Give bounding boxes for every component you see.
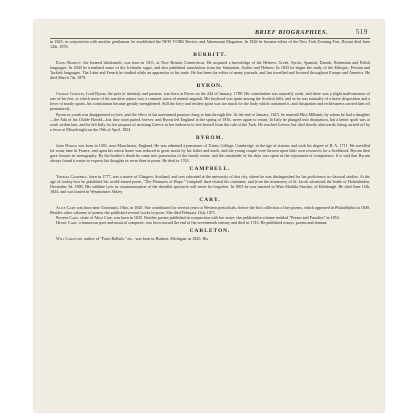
section-heading: BURRITT. <box>193 52 227 58</box>
page-number: 519 <box>355 28 368 36</box>
paragraph-text: born in 1777, was a native of Glasgow, Scotland, and was educated at the university of that city, where he was distinguished for his proficiency in classical studies. At the age of twenty-two he published his world-famed poem, "The Pleasures of Hope." Campbell then visited the continent, and from the monastery of St. Jacob witnessed the battle of Hohenlinden, December 3d, 1800. His sublime lyric in commemoration of the dreadful spectacle will never be forgotten. In 1803 he was married to Miss Matilda Sinclair, of Edinburgh. He died June 15th, 1844, and was buried in Westminster Abbey. <box>50 173 370 195</box>
biographies-text <box>50 39 370 241</box>
section-heading: CAMPBELL. <box>189 166 231 172</box>
paragraph-text: Byron in youth was disappointed in love, and the effect of his unreturned passion clung to him through life. At the end of January, 1815, he married Miss Milbank, by whom he had a daughter—the Ada of his Childe Harold—but they soon parted forever; and Byron left England in the spring of 1816, never again to return. In Italy he plunged into dissipation, but a better spirit was at work within him, and he left Italy for the purpose of assisting Greece in her endeavor to free herself from the rule of the Turk. He reached Greece, but died shortly afterwards, being carried off by a fever at Missolonghi on the 19th of April, 1824. <box>50 111 370 133</box>
running-head <box>50 20 370 38</box>
biography-paragraph <box>50 112 370 133</box>
book-page <box>34 20 384 412</box>
paragraph-text: author of "Farm Ballads," etc., was born in Hudson, Michigan, in 1845. His <box>83 235 209 241</box>
section-heading: BYRON. <box>196 83 224 89</box>
biography-paragraph <box>50 236 370 241</box>
biography-paragraph <box>50 205 370 216</box>
subject-name: Phoebe Cary, <box>56 215 80 220</box>
paragraph-text: was born near Cincinnati, Ohio, in 1820. She contributed for several years to Western periodicals, before the first collection of her poems, which appeared in Philadelphia in 1849. Besides other volumes of poems she published several works in prose. She died February 12th, 1871. <box>50 204 371 215</box>
subject-name: Elihu Burritt, <box>56 59 82 65</box>
biography-paragraph <box>50 143 370 164</box>
subject-name: Will Carleton, <box>56 235 84 241</box>
page-content <box>50 20 370 241</box>
subject-name: Alice Cary <box>56 204 76 210</box>
paragraph-text: sister of Alice Cary, was born in 1825. Besides poems published in conjunction with her sister, she published a volume entitled "Poems and Parodies" in 1854. <box>79 215 340 220</box>
biography-paragraph <box>50 39 370 50</box>
biography-paragraph <box>50 60 370 81</box>
biography-paragraph <box>50 174 370 195</box>
paragraph-text: a humorous poet and musical composer, was born toward the end of the seventeenth century and died in 1743. He published essays, poems and dramas. <box>77 220 328 226</box>
paragraph-text: Lord Byron, the poet of intensity and passion, was born at Dover on the 22d of January, 1788. His constitution was naturally weak, and there was a slight malformation of one of his feet, to which some of his sensitive nature was a constant cause of mental anguish. His boyhood was spent among the Scottish hills, and as he was naturally of a brave disposition and a lover of manly sports, his constitution became greatly strengthened. Still the fiery and restless spirit was too much for the body which contained it, and dissipation and recklessness carried him off prematurely. <box>50 90 370 112</box>
section-heading: CARY. <box>199 197 221 203</box>
paragraph-text: was born in 1691, near Manchester, England. He was admitted a pensioner of Trinity College, Cambridge, at the age of sixteen, and took his degree of B. A. 1711. He travelled for some time in France, and upon his return home was reduced to great straits by his father and uncle, and the young couple were thrown upon their own resources for a livelihood. Byrom then gave lessons in stenography. By his brother's death he came into possession of the family estate, and the remainder of his days was spent in the enjoyment of competence. It is said that Byrom always found it easier to express his thoughts in verse than in prose. He died in 1763. <box>50 142 370 164</box>
subject-name: Henry Cary, <box>56 220 78 226</box>
biography-paragraph <box>50 220 370 225</box>
subject-name: Thomas Campbell, <box>56 173 89 179</box>
section-heading: BYROM. <box>195 135 224 141</box>
running-head-title: BRIEF BIOGRAPHIES. <box>255 30 329 36</box>
subject-name: George Gordon, <box>56 90 85 96</box>
paragraph-text: in 1825, in conjunction with another gentleman, he established the NEW YORK Review and Athenaeum Magazine. In 1826 he became editor of the New York Evening Post. Bryant died June 12th, 1878. <box>50 39 370 50</box>
biography-paragraph <box>50 91 370 112</box>
section-heading: CARLETON. <box>189 228 231 234</box>
subject-name: John Byrom <box>56 142 78 148</box>
paragraph-text: the learned blacksmith, was born in 1811, at New Britain, Connecticut. He acquired a knowledge of the Hebrew, Greek, Syriac, Spanish, Danish, Bohemian and Polish languages. In 1840 he translated some of the Icelandic sagas, and also published translations from the Samaritan, Arabic and Hebrew. In 1843 he began the study of the Ethiopic, Persian and Turkish languages. The Latin and French he studied while an apprentice to his trade. He has been the editor of many journals, and has travelled and lectured throughout Europe and America. He died March 7th, 1879. <box>50 59 370 81</box>
